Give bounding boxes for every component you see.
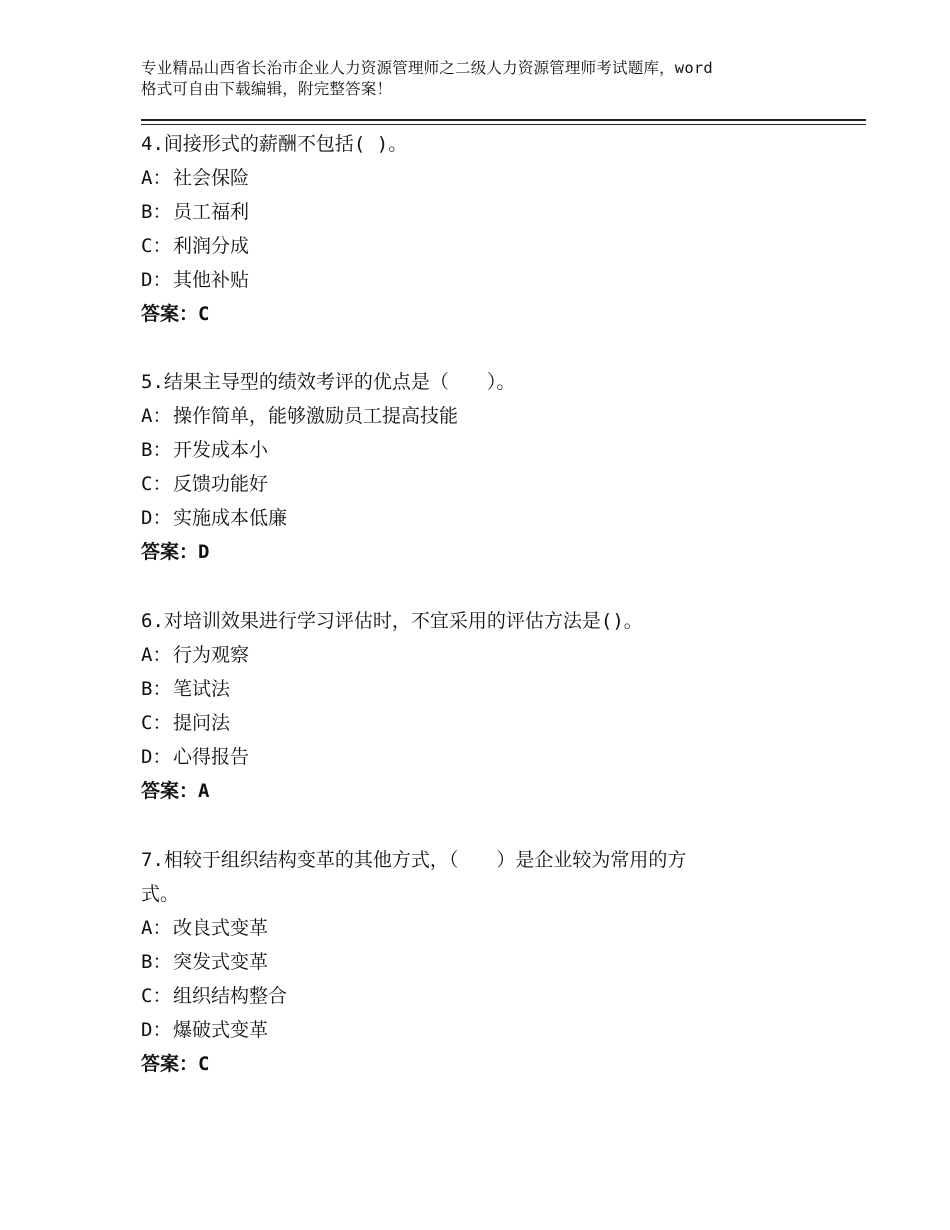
- option-key: D：: [141, 1019, 172, 1041]
- question-stem-continued: 式。: [141, 883, 180, 905]
- option-text: 笔试法: [173, 678, 231, 700]
- option-a: [141, 161, 781, 195]
- document-header: [141, 58, 841, 100]
- question-stem: 7.相较于组织结构变革的其他方式，（ ）是企业较为常用的方: [141, 849, 687, 871]
- option-key: C：: [141, 985, 172, 1007]
- option-text: 改良式变革: [173, 917, 269, 939]
- header-divider-thin: [141, 124, 866, 125]
- answer: [141, 1047, 781, 1081]
- question-stem: 6.对培训效果进行学习评估时，不宜采用的评估方法是()。: [141, 610, 643, 632]
- header-divider-thick: [141, 119, 866, 121]
- option-c: [141, 229, 781, 263]
- option-text: 实施成本低廉: [173, 507, 288, 529]
- option-key: D：: [141, 507, 172, 529]
- question-4: [141, 127, 781, 331]
- option-text: 反馈功能好: [173, 473, 269, 495]
- option-text: 员工福利: [173, 201, 250, 223]
- question-7: [141, 843, 781, 1081]
- answer: [141, 535, 781, 569]
- option-text: 开发成本小: [173, 439, 269, 461]
- option-text: 突发式变革: [173, 951, 269, 973]
- option-key: A：: [141, 167, 172, 189]
- question-6: [141, 604, 781, 808]
- option-key: C：: [141, 473, 172, 495]
- option-key: A：: [141, 405, 172, 427]
- option-a: [141, 399, 781, 433]
- option-text: 其他补贴: [173, 269, 250, 291]
- answer: [141, 774, 781, 808]
- answer-label: 答案：: [141, 541, 199, 563]
- option-key: C：: [141, 712, 172, 734]
- answer-value: C: [198, 303, 210, 325]
- answer-label: 答案：: [141, 303, 199, 325]
- option-key: B：: [141, 201, 172, 223]
- header-line-1: 专业精品山西省长治市企业人力资源管理师之二级人力资源管理师考试题库，word: [141, 59, 713, 77]
- option-key: D：: [141, 746, 172, 768]
- option-key: B：: [141, 678, 172, 700]
- option-key: D：: [141, 269, 172, 291]
- option-text: 行为观察: [173, 644, 250, 666]
- option-text: 爆破式变革: [173, 1019, 269, 1041]
- option-b: [141, 433, 781, 467]
- option-text: 心得报告: [173, 746, 250, 768]
- option-text: 提问法: [173, 712, 231, 734]
- option-key: A：: [141, 917, 172, 939]
- option-c: [141, 706, 781, 740]
- option-text: 组织结构整合: [173, 985, 288, 1007]
- option-key: B：: [141, 439, 172, 461]
- question-stem: 4.间接形式的薪酬不包括( )。: [141, 133, 408, 155]
- answer-label: 答案：: [141, 1053, 199, 1075]
- answer-label: 答案：: [141, 780, 199, 802]
- header-line-2: 格式可自由下载编辑，附完整答案！: [141, 80, 393, 98]
- option-c: [141, 979, 781, 1013]
- option-key: C：: [141, 235, 172, 257]
- option-b: [141, 195, 781, 229]
- option-d: [141, 740, 781, 774]
- question-stem: 5.结果主导型的绩效考评的优点是（ ）。: [141, 371, 516, 393]
- option-text: 操作简单，能够激励员工提高技能: [173, 405, 459, 427]
- option-key: A：: [141, 644, 172, 666]
- option-a: [141, 911, 781, 945]
- option-d: [141, 501, 781, 535]
- option-text: 社会保险: [173, 167, 250, 189]
- option-d: [141, 1013, 781, 1047]
- option-c: [141, 467, 781, 501]
- question-5: [141, 365, 781, 569]
- option-text: 利润分成: [173, 235, 250, 257]
- option-b: [141, 945, 781, 979]
- option-a: [141, 638, 781, 672]
- answer-value: C: [198, 1053, 210, 1075]
- option-d: [141, 263, 781, 297]
- option-key: B：: [141, 951, 172, 973]
- answer: [141, 297, 781, 331]
- answer-value: A: [198, 780, 210, 802]
- answer-value: D: [198, 541, 210, 563]
- option-b: [141, 672, 781, 706]
